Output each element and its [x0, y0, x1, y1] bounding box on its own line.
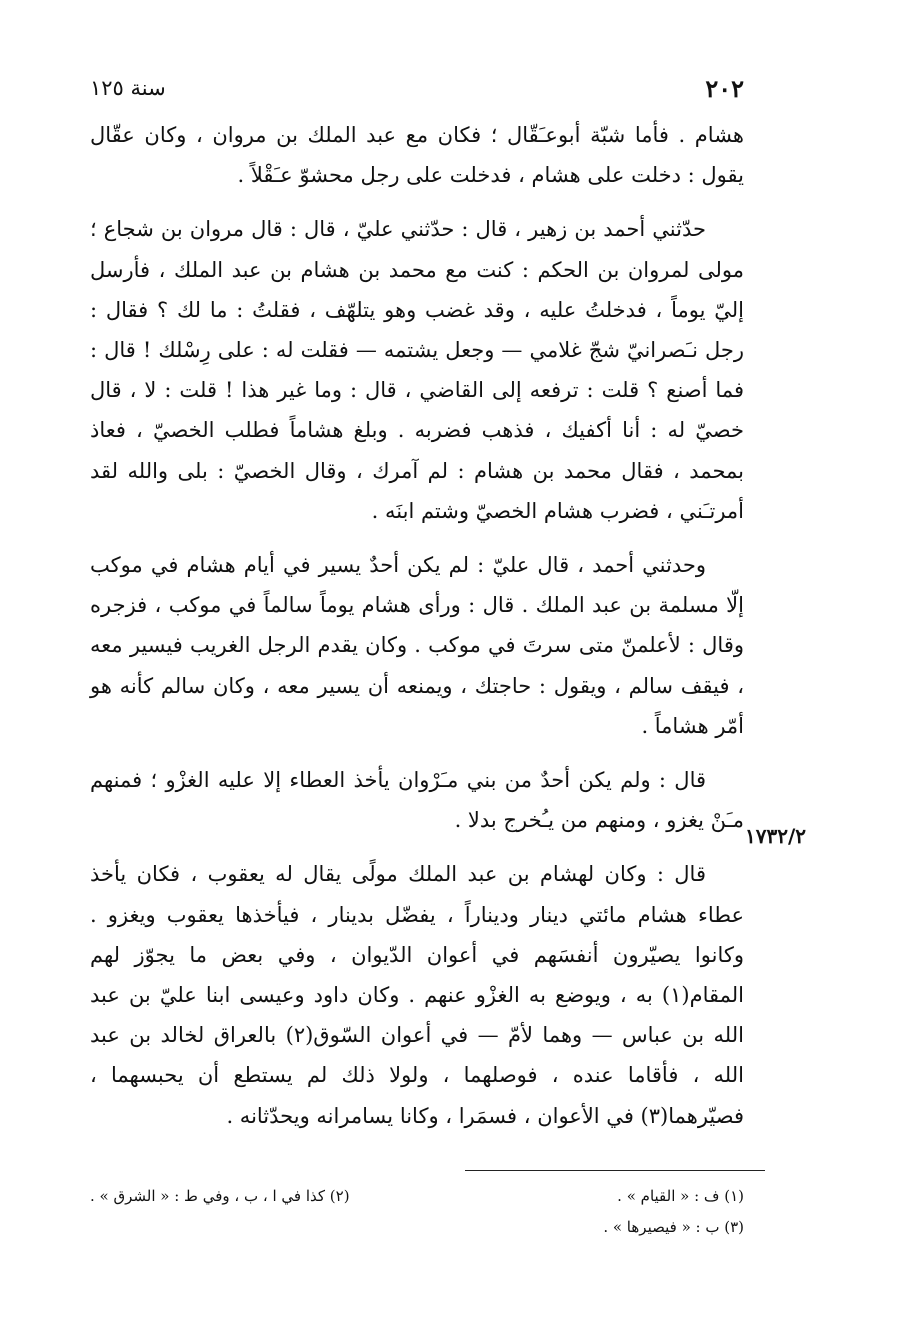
footnote-2: (٢) كذا في ا ، ب ، وفي ط : « الشرق » . — [90, 1187, 350, 1205]
paragraph: قال : ولم يكن أحدٌ من بني مـَرْوان يأخذ العطاء إلا عليه الغزْو ؛ فمنهم مـَنْ يغزو ، ومنهم من يـُخرج بدلا . — [90, 768, 744, 833]
footnote-divider — [465, 1170, 765, 1171]
page-number: ٢٠٢ — [705, 73, 744, 103]
paragraph: قال : وكان لهشام بن عبد الملك مولًى يقال له يعقوب ، فكان يأخذ عطاء هشام مائتي دينار وديناراً ، يفضّل بدينار ، فيأخذها يعقوب ويغزو . وكانوا يصيّرون أنفسَهم في أعوان الدّيوان ، وفي بعض ما يجوّز لهم المقام(١) به ، ويوضع به الغزْو عنهم . وكان داود وعيسى ابنا عليّ بن عبد الله بن عباس — وهما لأمّ — في أعوان السّوق(٢) بالعراق لخالد بن عبد الله ، فأقاما عنده ، فوصلهما ، ولولا ذلك لم يستطع أن يحبسهما ، فصيّرهما(٣) في الأعوان ، فسمَرا ، وكانا يسامرانه ويحدّثانه . — [90, 862, 744, 1128]
paragraph: وحدثني أحمد ، قال عليّ : لم يكن أحدٌ يسير في أيام هشام في موكب إلّا مسلمة بن عبد الملك . قال : ورأى هشام يوماً سالماً في موكب ، فزجره وقال : لأعلمنّ متى سرتَ في موكب . وكان يقدم الرجل الغريب فيسير معه ، فيقف سالم ، ويقول : حاجتك ، ويمنعه أن يسير معه ، وكان سالم كأنه هو أمّر هشاماً . — [90, 553, 744, 738]
page-header — [90, 70, 744, 106]
margin-reference: ١٧٣٢/٢ — [745, 824, 807, 848]
footnote-1: (١) ف : « القيام » . — [617, 1187, 744, 1205]
year-heading: سنة ١٢٥ — [90, 76, 166, 100]
footnote-3: (٣) ب : « فيصيرها » . — [603, 1218, 744, 1236]
main-text — [90, 115, 744, 1150]
paragraph: هشام . فأما شبّة أبوعـَقّال ؛ فكان مع عبد الملك بن مروان ، وكان عقّال يقول : دخلت على هشام ، فدخلت على رجل محشوّ عـَقْلاً . — [90, 123, 744, 188]
paragraph: حدّثني أحمد بن زهير ، قال : حدّثني عليّ ، قال : قال مروان بن شجاع ؛ مولى لمروان بن الحكم : كنت مع محمد بن هشام بن عبد الملك ، فأرسل إليّ يوماً ، فدخلتُ عليه ، وقد غضب وهو يتلهّف ، فقلتُ : ما لك ؟ فقال : رجل نـَصرانيّ شجّ غلامي — وجعل يشتمه — فقلت له : على رِسْلك ! قال : فما أصنع ؟ قلت : ترفعه إلى القاضي ، قال : وما غير هذا ! قلت : لا ، قال خصيّ له : أنا أكفيك ، فذهب فضربه . وبلغ هشاماً فطلب الخصيّ ، فعاذ بمحمد ، فقال محمد بن هشام : لم آمرك ، وقال الخصيّ : بلى والله لقد أمرتـَني ، فضرب هشام الخصيّ وشتم ابنَه . — [90, 217, 744, 523]
